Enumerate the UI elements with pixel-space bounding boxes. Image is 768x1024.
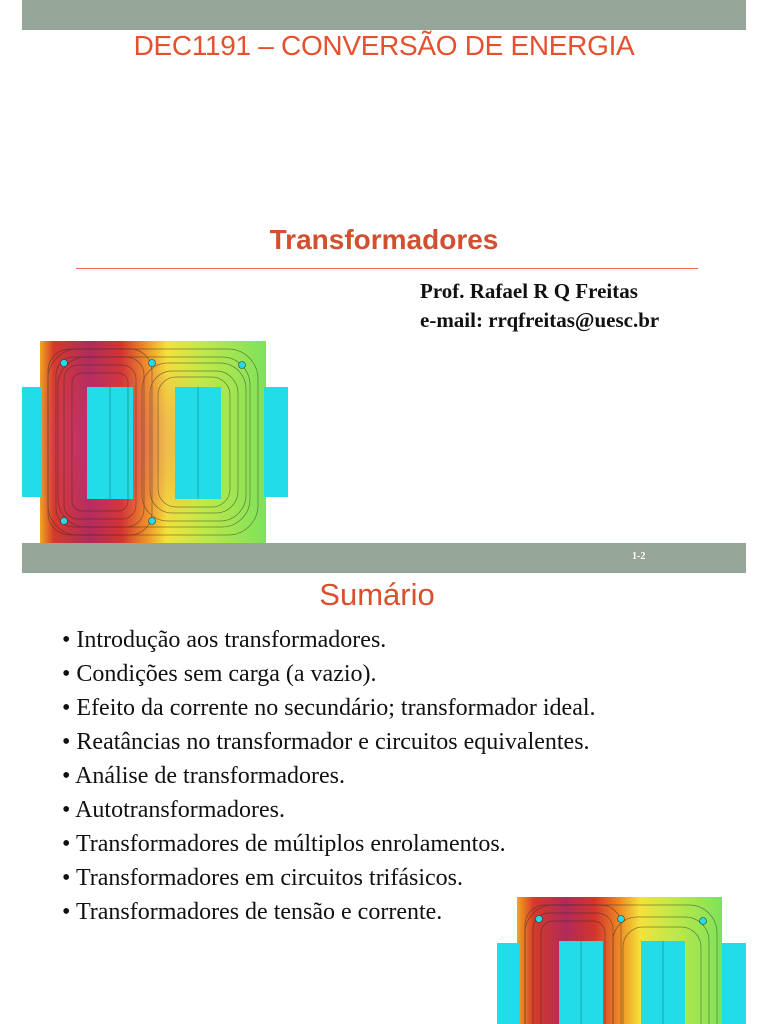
professor-name: Prof. Rafael R Q Freitas (420, 279, 638, 303)
summary-item: • Transformadores em circuitos trifásicos. (62, 865, 463, 891)
summary-item: • Transformadores de múltiplos enrolamentos. (62, 831, 506, 857)
summary-item: • Efeito da corrente no secundário; transformador ideal. (62, 695, 596, 721)
professor-email: e-mail: rrqfreitas@uesc.br (420, 308, 660, 332)
summary-item: • Condições sem carga (a vazio). (62, 661, 377, 687)
transformer-flux-field-icon (22, 341, 288, 543)
transformer-flux-figure (22, 341, 288, 543)
transformer-flux-field-icon (497, 897, 746, 1024)
lecture-title: Transformadores (269, 224, 499, 255)
slide-number: 1-2 (632, 551, 646, 562)
transformer-flux-figure-small (497, 897, 746, 1024)
summary-item: • Transformadores de tensão e corrente. (62, 899, 443, 925)
summary-item: • Autotransformadores. (62, 797, 286, 823)
title-divider (76, 268, 698, 269)
course-title: DEC1191 – CONVERSÃO DE ENERGIA (133, 30, 635, 61)
summary-heading: Sumário (319, 577, 435, 612)
summary-item: • Análise de transformadores. (62, 763, 345, 789)
summary-list (62, 623, 596, 929)
summary-item: • Introdução aos transformadores. (62, 627, 387, 653)
top-bar (22, 0, 746, 30)
summary-item: • Reatâncias no transformador e circuitos equivalentes. (62, 729, 590, 755)
